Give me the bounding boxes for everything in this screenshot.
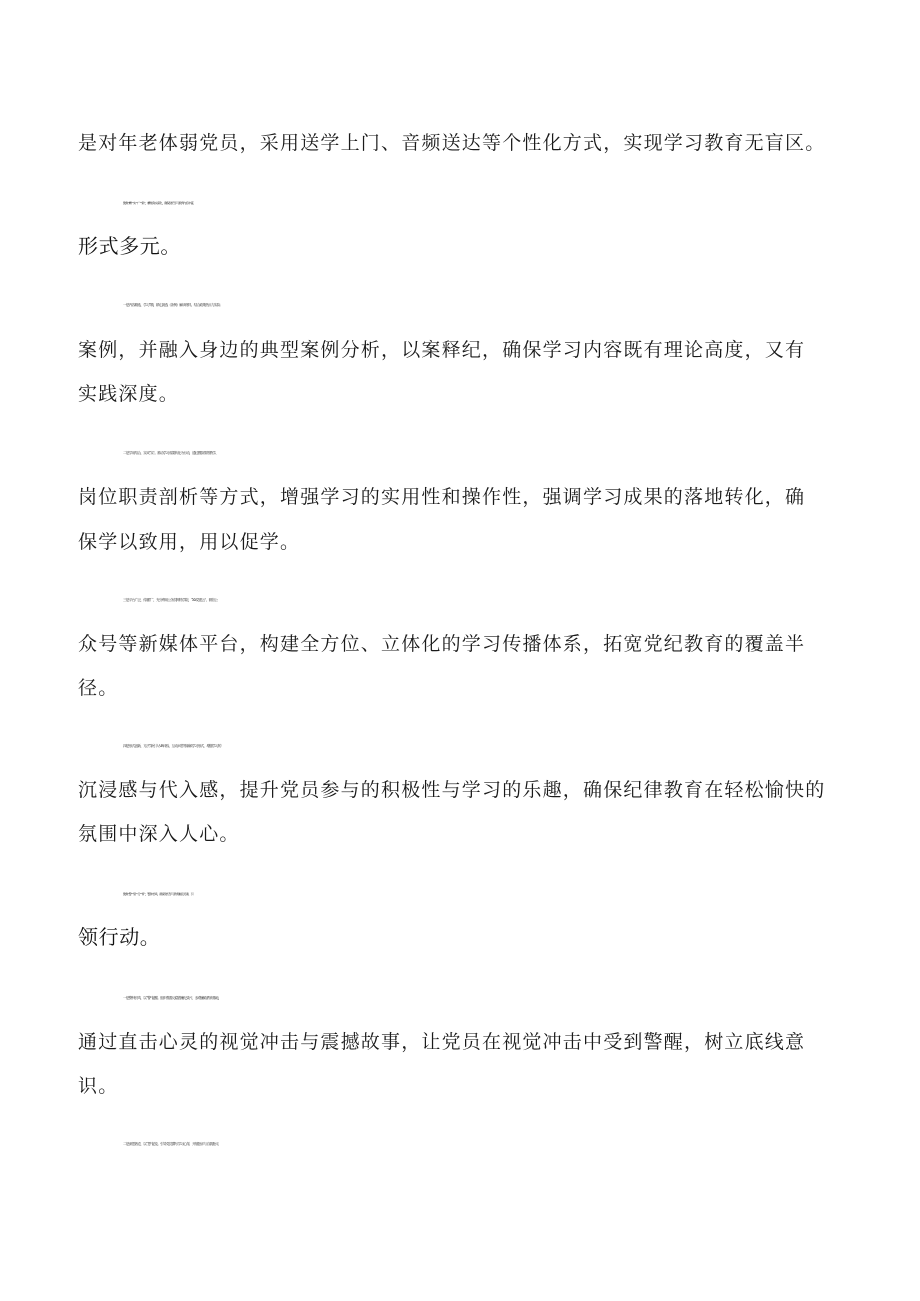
paragraph-line: 案例，并融入身边的典型案例分析，以案释纪，确保学习内容既有理论高度，又有 <box>78 339 806 361</box>
section-heading-line: 聚焦“警”“思”“行”“育”，警钟长鸣，确保党纪学习教育触及灵魂、引 <box>123 892 194 896</box>
paragraph-line: 径。 <box>78 677 119 699</box>
paragraph-line: 一是警钟长鸣，以“警”促醒。组织观看反腐倡廉纪录片，参观廉政教育基地， <box>123 996 222 1000</box>
paragraph-line: 通过直击心灵的视觉冲击与震撼故事，让党员在视觉冲击中受到警醒，树立底线意 <box>78 1031 806 1053</box>
section-heading-line: 领行动。 <box>78 925 161 949</box>
paragraph-line: 是对年老体弱党员，采用送学上门、音频送达等个性化方式，实现学习教育无盲区。 <box>78 132 826 154</box>
section-heading-line: 聚焦“精”“实”“广”“新”，精细务实深化，确保党纪学习教育内容丰富、 <box>123 201 196 205</box>
paragraph-line: 实践深度。 <box>78 383 180 405</box>
paragraph-line: 二是深思熟虑，以“思”促变。引导党员撰写学习心得，开展批评与自我批评， <box>123 1142 222 1146</box>
paragraph-line: 沉浸感与代入感，提升党员参与的积极性与学习的乐趣，确保纪律教育在轻松愉快的 <box>78 779 826 801</box>
paragraph-line: 一是内容精选，学习“精，精心挑选《条例》解读材料，结合政策热点与实际 <box>123 303 220 307</box>
section-heading-line: 形式多元。 <box>78 234 181 258</box>
paragraph-line: 氛围中深入人心。 <box>78 823 240 845</box>
paragraph-line: 保学以致用，用以促学。 <box>78 531 301 553</box>
paragraph-line: 二是学用结合，实戏“实”。推动学习成果转化为行动，通过模拟情景教学、 <box>123 451 219 455</box>
paragraph-line: 众号等新媒体平台，构建全方位、立体化的学习传播体系，拓宽党纪教育的覆盖半 <box>78 633 806 655</box>
paragraph-line: 识。 <box>78 1075 119 1097</box>
paragraph-line: 三是平台广泛，传播“广，充分利用公务员网络学院、“XX党建云”、微信公 <box>123 598 218 602</box>
paragraph-line: 四是形式创新，方法“新引入VR体验、互动问答等新颖学习形式，增强学习的 <box>123 744 221 748</box>
paragraph-line: 岗位职责剖析等方式，增强学习的实用性和操作性，强调学习成果的落地转化，确 <box>78 486 806 508</box>
